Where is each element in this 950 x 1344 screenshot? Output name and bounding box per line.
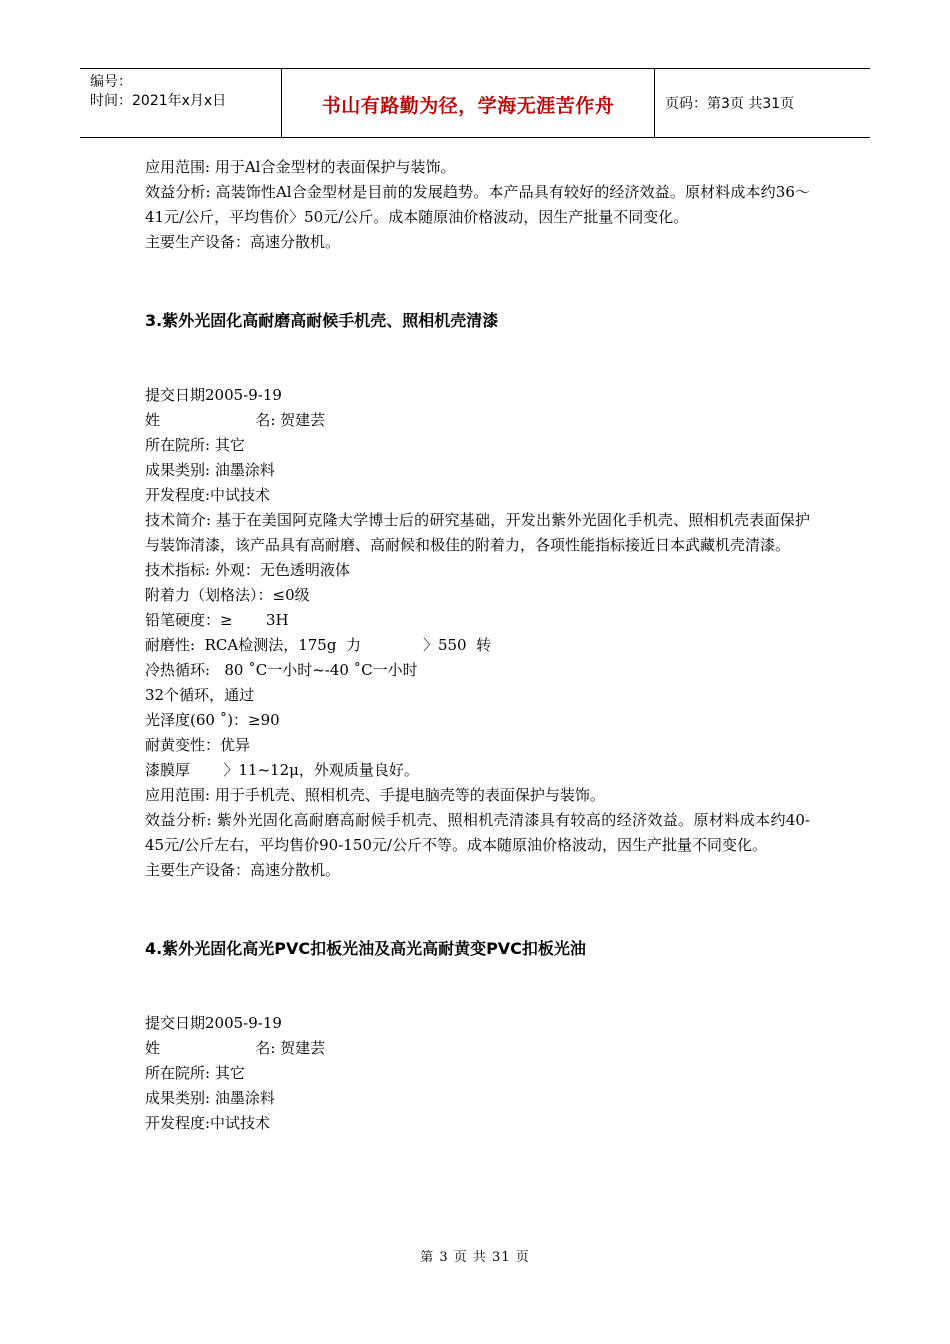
- header-page-info: 页码：第3页 共31页: [665, 96, 795, 112]
- development-stage: 开发程度:中试技术: [145, 486, 271, 504]
- main-equipment: 主要生产设备：高速分散机。: [145, 861, 341, 879]
- tech-spec-adhesion: 附着力（划格法）：≤0级: [145, 586, 310, 604]
- header-motto-cell: [282, 69, 655, 137]
- header-motto: 书山有路勤为径，学海无涯苦作舟: [321, 95, 615, 117]
- application-scope: 应用范围: 用于手机壳、照相机壳、手提电脑壳等的表面保护与装饰。: [145, 786, 605, 804]
- page-footer: 第 3 页 共 31 页: [420, 1250, 530, 1265]
- page-header: [80, 68, 870, 138]
- tech-spec-thermal-cycle: 冷热循环: 80 ˚C一小时~-40 ˚C一小时: [145, 661, 418, 679]
- institute: 所在院所: 其它: [145, 1064, 245, 1082]
- author-name: 姓 名: 贺建芸: [145, 411, 326, 429]
- application-scope: 应用范围: 用于Al合金型材的表面保护与装饰。: [145, 158, 456, 176]
- submit-date: 提交日期2005-9-19: [145, 386, 282, 404]
- document-time-label: 时间：2021年x月x日: [90, 93, 227, 109]
- section-4-title: 4.紫外光固化高光PVC扣板光油及高光高耐黄变PVC扣板光油: [145, 939, 586, 958]
- document-number-label: 编号：: [90, 74, 132, 90]
- development-stage: 开发程度:中试技术: [145, 1114, 271, 1132]
- tech-spec-gloss: 光泽度(60 ˚)：≥90: [145, 711, 280, 729]
- tech-spec-appearance: 技术指标: 外观：无色透明液体: [145, 561, 350, 579]
- result-category: 成果类别: 油墨涂料: [145, 461, 275, 479]
- tech-spec-yellowing: 耐黄变性：优异: [145, 736, 251, 754]
- benefit-analysis: 效益分析: 紫外光固化高耐磨高耐候手机壳、照相机壳清漆具有较高的经济效益。原材料成本约40-45元/公斤左右，平均售价90-150元/公斤不等。成本随原油价格波动，因生产批量不同变化。: [145, 811, 810, 854]
- header-page-cell: [655, 69, 870, 137]
- benefit-analysis: 效益分析: 高装饰性Al合金型材是目前的发展趋势。本产品具有较好的经济效益。原材料成本约36～41元/公斤，平均售价〉50元/公斤。成本随原油价格波动，因生产批量不同变化。: [145, 183, 810, 226]
- previous-section-tail: [145, 155, 810, 255]
- tech-summary: 技术简介: 基于在美国阿克隆大学博士后的研究基础，开发出紫外光固化手机壳、照相机壳表面保护与装饰清漆，该产品具有高耐磨、高耐候和极佳的附着力，各项性能指标接近日本武藏机壳清漆。: [145, 511, 810, 554]
- tech-spec-cycles: 32个循环，通过: [145, 686, 255, 704]
- header-meta-cell: [80, 69, 282, 137]
- result-category: 成果类别: 油墨涂料: [145, 1089, 275, 1107]
- main-equipment: 主要生产设备：高速分散机。: [145, 233, 341, 251]
- submit-date: 提交日期2005-9-19: [145, 1014, 282, 1032]
- tech-spec-thickness: 漆膜厚 〉11~12μ，外观质量良好。: [145, 761, 419, 779]
- section-3-body: [145, 383, 810, 883]
- section-4-body: [145, 1011, 810, 1136]
- section-3-title: 3.紫外光固化高耐磨高耐候手机壳、照相机壳清漆: [145, 311, 499, 330]
- author-name: 姓 名: 贺建芸: [145, 1039, 326, 1057]
- tech-spec-hardness: 铅笔硬度：≥ 3H: [145, 611, 289, 629]
- tech-spec-abrasion: 耐磨性: RCA检测法，175g 力 〉550 转: [145, 636, 492, 654]
- institute: 所在院所: 其它: [145, 436, 245, 454]
- document-body: [145, 155, 810, 1136]
